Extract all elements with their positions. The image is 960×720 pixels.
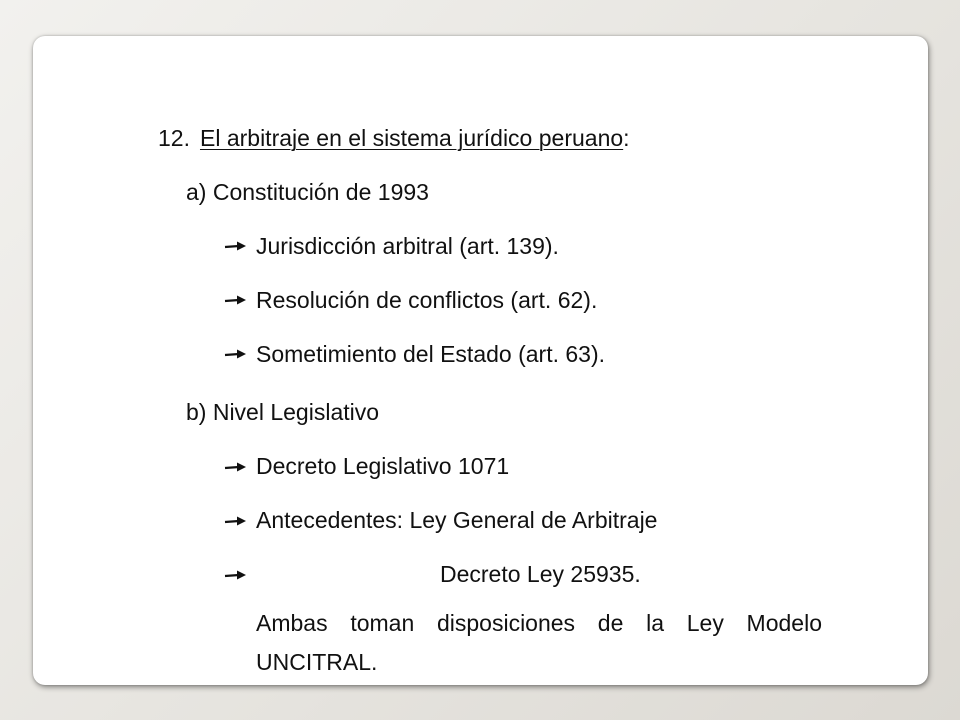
section-b-item <box>224 560 641 588</box>
section-b-item-text: Decreto Legislativo 1071 <box>256 453 510 479</box>
section-a-item-text: Jurisdicción arbitral (art. 139). <box>256 233 559 259</box>
section-a-item-text: Sometimiento del Estado (art. 63). <box>256 341 605 367</box>
slide-heading <box>158 124 630 152</box>
section-b-item-text: Decreto Ley 25935. <box>440 561 641 587</box>
heading-number: 12. <box>158 125 190 151</box>
arrow-right-icon <box>224 347 248 361</box>
arrow-right-icon <box>224 459 248 473</box>
arrow-right-icon <box>224 513 248 527</box>
section-b-item-text: Antecedentes: Ley General de Arbitraje <box>256 507 658 533</box>
section-a-item <box>224 340 605 368</box>
heading-colon: : <box>623 125 630 151</box>
section-a-item <box>224 286 597 314</box>
arrow-right-icon <box>224 293 248 307</box>
section-b-item <box>224 452 509 480</box>
heading-title: El arbitraje en el sistema jurídico peruano <box>199 125 624 151</box>
arrow-right-icon <box>224 567 248 581</box>
section-a-item <box>224 232 559 260</box>
section-b-label: b) Nivel Legislativo <box>186 399 380 425</box>
section-b-note: Ambas toman disposiciones de la Ley Modelo UNCITRAL. <box>256 610 822 675</box>
section-a-item-text: Resolución de conflictos (art. 62). <box>256 287 598 313</box>
arrow-right-icon <box>224 239 248 253</box>
section-b-item <box>224 506 657 534</box>
section-a-label: a) Constitución de 1993 <box>186 179 429 205</box>
